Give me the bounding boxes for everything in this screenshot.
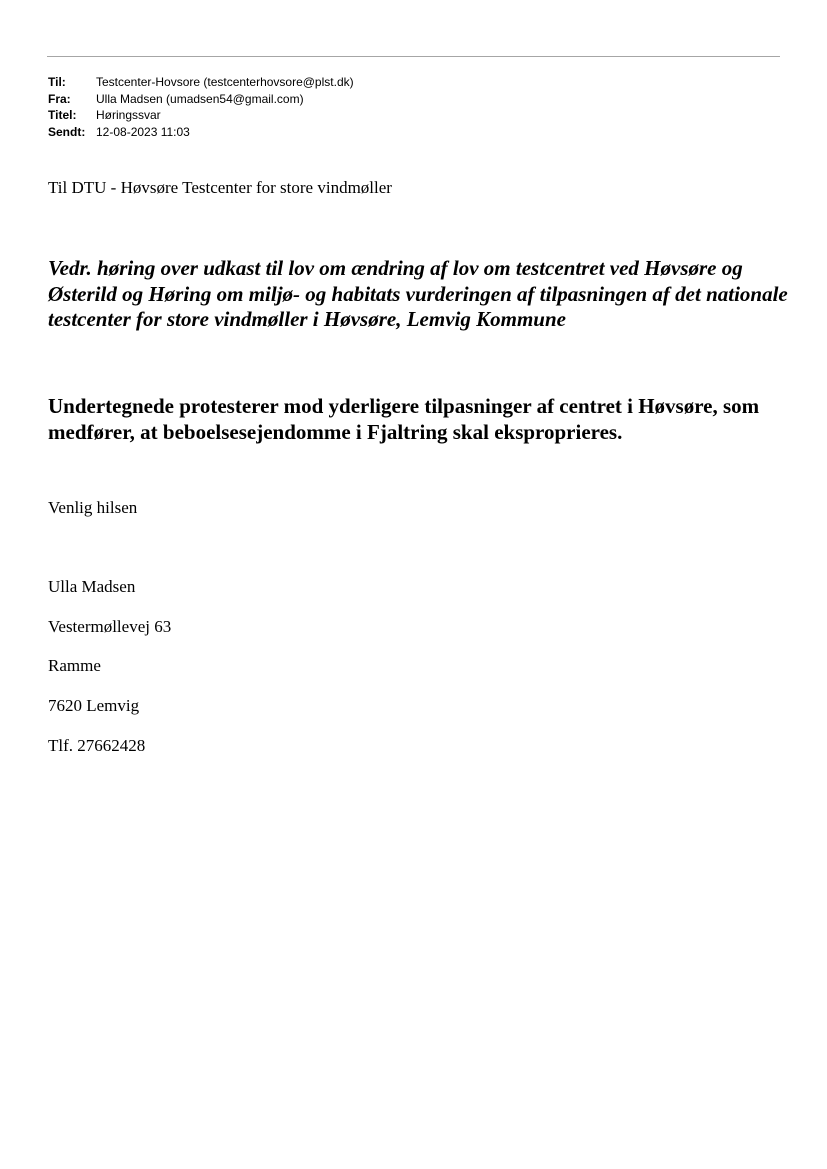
signature-name: Ulla Madsen [48, 577, 136, 596]
to-row [48, 74, 354, 91]
subject-heading: Vedr. høring over udkast til lov om ændring af lov om testcentret ved Høvsøre og Østerild og Høring om miljø- og habitats vurderingen af tilpasningen af det nationale testcenter for store vindmøller i Høvsøre, Lemvig Kommune [48, 256, 788, 331]
title-label: Titel: [48, 108, 77, 122]
sent-label: Sendt: [48, 124, 86, 139]
sent-value: 12-08-2023 11:03 [96, 124, 190, 139]
from-label: Fra: [48, 91, 71, 106]
email-header [48, 74, 354, 140]
title-value: Høringssvar [96, 108, 161, 122]
to-label: Til: [48, 75, 66, 89]
signature-phone: Tlf. 27662428 [48, 736, 146, 755]
signature-town: Ramme [48, 656, 101, 675]
closing-line: Venlig hilsen [48, 498, 138, 517]
from-row [48, 91, 354, 108]
protest-statement: Undertegnede protesterer mod yderligere tilpasninger af centret i Høvsøre, som medfører, at beboelsesejendomme i Fjaltring skal eksproprieres. [48, 394, 760, 444]
title-row [48, 107, 354, 124]
addressee-line: Til DTU - Høvsøre Testcenter for store vindmøller [48, 178, 392, 197]
signature-city: 7620 Lemvig [48, 696, 140, 715]
to-value: Testcenter-Hovsore (testcenterhovsore@plst.dk) [96, 75, 354, 89]
from-value: Ulla Madsen (umadsen54@gmail.com) [96, 91, 304, 106]
header-divider [47, 56, 780, 57]
sent-row [48, 124, 354, 141]
signature-street: Vestermøllevej 63 [48, 617, 172, 636]
